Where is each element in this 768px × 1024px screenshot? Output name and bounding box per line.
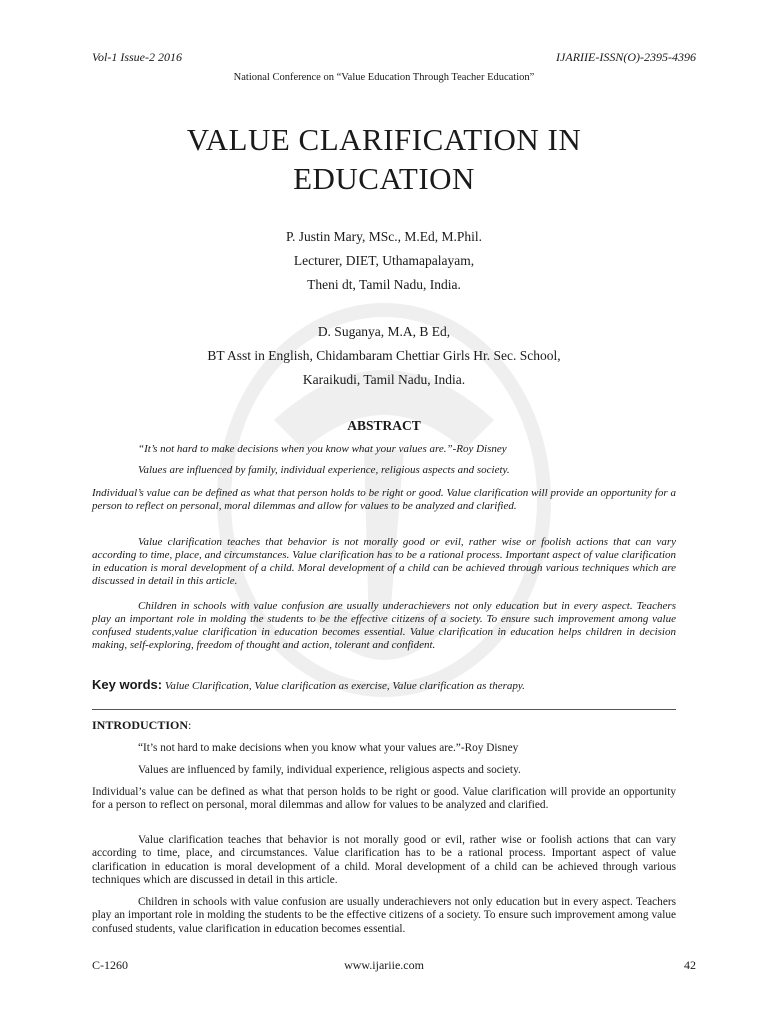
introduction-values-line: [92, 764, 676, 777]
keywords-label: Key words:: [92, 677, 163, 692]
introduction-values-text: Values are influenced by family, individual experience, religious aspects and society.: [138, 764, 521, 776]
author-position: Lecturer, DIET, Uthamapalayam,: [293, 253, 475, 268]
abstract-paragraph-text: Individual’s value can be defined as what that person holds to be right or good. Value clarification will provide an opportunity for a person to reflect on personal, moral dilemmas and allow for values to be analyzed and clarified.: [92, 487, 676, 512]
author-position: BT Asst in English, Chidambaram Chettiar Girls Hr. Sec. School,: [207, 348, 561, 363]
footer-paper-code: C-1260: [92, 958, 128, 972]
introduction-paragraph-1: [92, 786, 676, 813]
introduction-paragraph-text: Value clarification teaches that behavior is not morally good or evil, rather wise or foolish actions that can vary according to time, place, and circumstances. Value clarification has to be a rational process. Important aspect of value clarification in education is moral development of a child. Moral development of a child can be achieved through various techniques which are discussed in detail in this article.: [92, 834, 676, 886]
introduction-heading-colon: :: [188, 718, 192, 732]
footer-website-link[interactable]: www.ijariie.com: [344, 958, 424, 972]
abstract-paragraph-3: [92, 600, 676, 652]
introduction-heading: [92, 718, 191, 733]
author-block-2: [0, 320, 768, 392]
introduction-paragraph-3: [92, 896, 676, 936]
abstract-values-line: [92, 464, 676, 477]
abstract-paragraph-2: [92, 536, 676, 588]
journal-volume: Vol-1 Issue-2 2016: [92, 50, 182, 64]
journal-issn: IJARIIE-ISSN(O)-2395-4396: [556, 50, 696, 64]
author-name: D. Suganya, M.A, B Ed,: [317, 324, 451, 339]
paper-title-line-1: VALUE CLARIFICATION IN: [186, 122, 582, 157]
abstract-quote-text: “It’s not hard to make decisions when you know what your values are.”-Roy Disney: [138, 443, 507, 455]
abstract-paragraph-text: Value clarification teaches that behavior is not morally good or evil, rather wise or foolish actions that can vary according to time, place, and circumstances. Value clarification has to be a rational process. Important aspect of value clarification in education is moral development of a child. Moral development of a child can be achieved through various techniques which are discussed in detail in this article.: [92, 536, 676, 587]
introduction-quote-text: “It’s not hard to make decisions when you know what your values are.”-Roy Disney: [138, 742, 519, 754]
author-block-1: [0, 225, 768, 297]
author-location: Theni dt, Tamil Nadu, India.: [307, 277, 461, 292]
abstract-paragraph-1: [92, 487, 676, 513]
introduction-quote: [92, 742, 676, 755]
footer-page-number: 42: [684, 958, 696, 972]
paper-title-line-2: EDUCATION: [293, 161, 475, 196]
introduction-paragraph-text: Children in schools with value confusion are usually underachievers not only education but in every aspect. Teachers play an important role in molding the students to be the effective citizens of a society. To ensure such improvement among value confused students, value clarification in education becomes essential.: [92, 896, 676, 935]
keywords: [92, 677, 676, 692]
introduction-paragraph-2: [92, 834, 676, 887]
abstract-quote: [92, 443, 676, 456]
keywords-text: Value Clarification, Value clarification as exercise, Value clarification as therapy.: [164, 680, 525, 692]
introduction-heading-text: INTRODUCTION: [92, 718, 189, 732]
conference-name: National Conference on “Value Education Through Teacher Education”: [233, 72, 535, 83]
abstract-heading: ABSTRACT: [347, 418, 421, 433]
abstract-values-text: Values are influenced by family, individual experience, religious aspects and society.: [138, 464, 510, 476]
abstract-paragraph-text: Children in schools with value confusion are usually underachievers not only education but in every aspect. Teachers play an important role in molding the students to be the effective citizens of a society. To ensure such improvement among value confused students,value clarification in education becomes essential. Value clarification in education helps children in decision making, self-exploring, freedom of thought and action, tolerant and confident.: [92, 600, 676, 651]
introduction-paragraph-text: Individual’s value can be defined as what that person holds to be right or good. Value clarification will provide an opportunity for a person to reflect on personal, moral dilemmas and allow for values to be analyzed and clarified.: [92, 786, 676, 812]
section-divider: [92, 709, 676, 710]
paper-title: [0, 120, 768, 198]
author-name: P. Justin Mary, MSc., M.Ed, M.Phil.: [285, 229, 483, 244]
author-location: Karaikudi, Tamil Nadu, India.: [302, 372, 466, 387]
